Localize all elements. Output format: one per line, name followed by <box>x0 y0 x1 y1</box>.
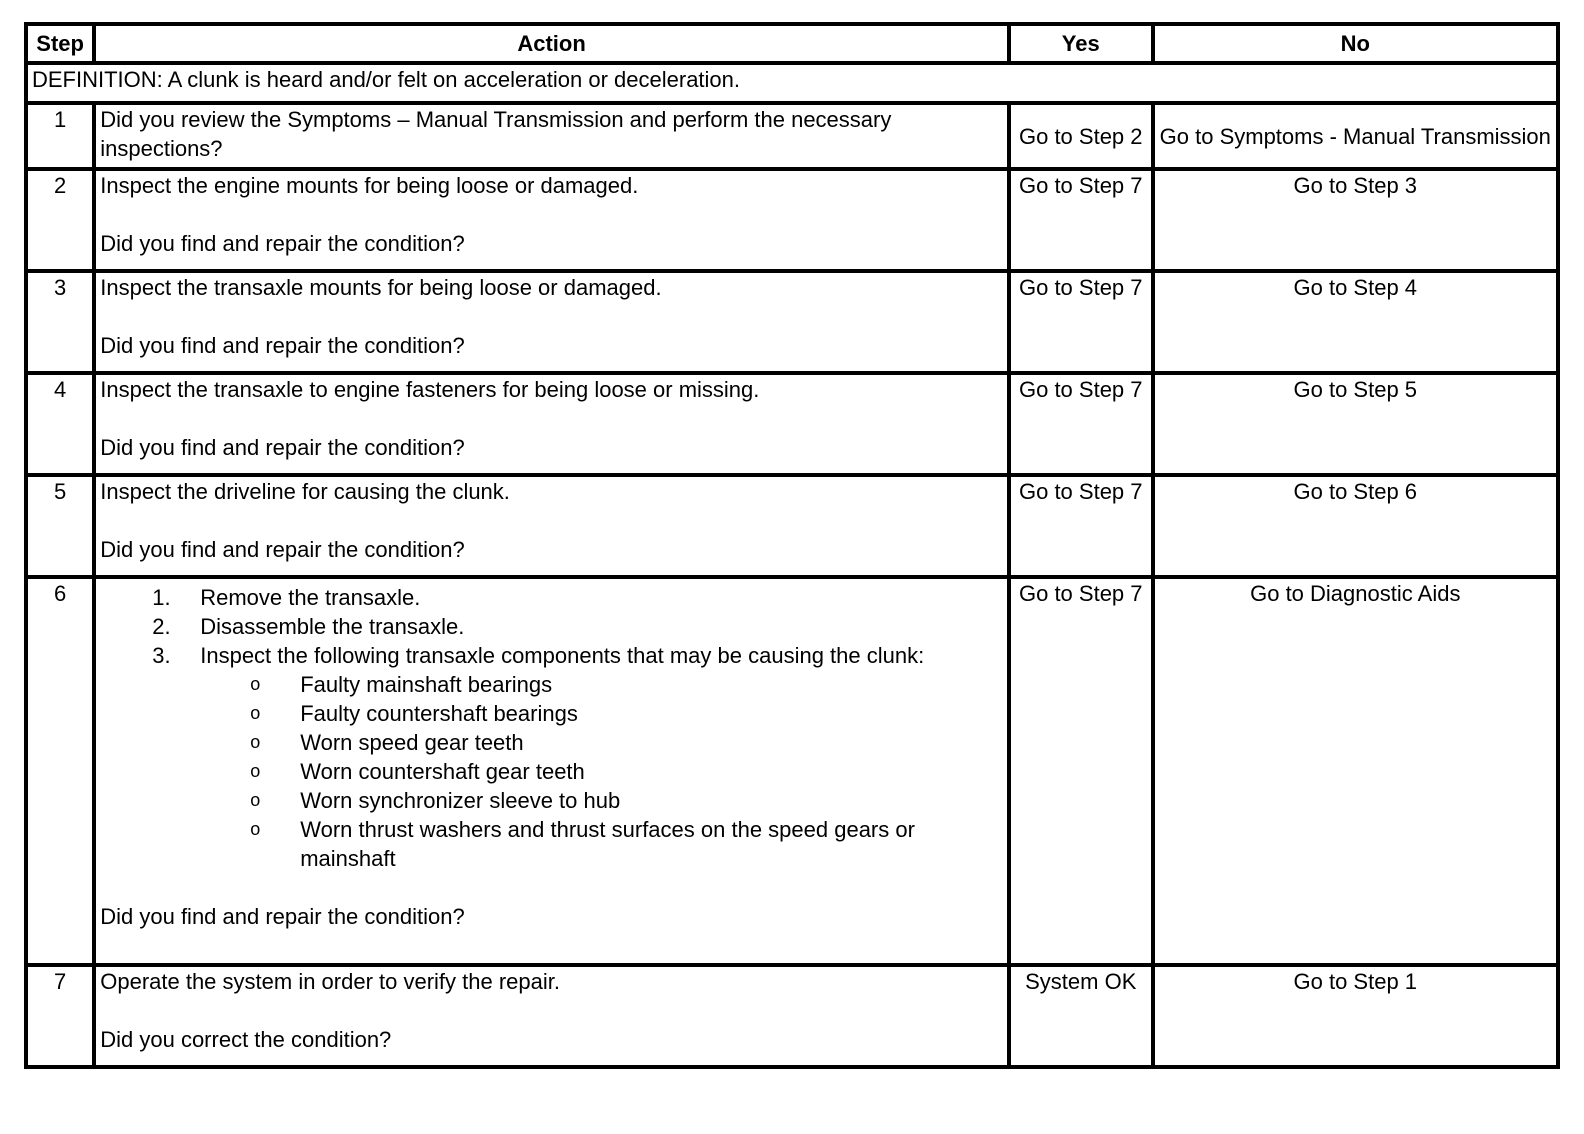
header-no: No <box>1153 24 1558 63</box>
table-row <box>26 169 1558 271</box>
no-cell: Go to Step 3 <box>1153 169 1558 271</box>
component-item <box>200 728 1003 757</box>
action-instruction: Inspect the driveline for causing the clunk. <box>100 479 510 504</box>
header-row <box>26 24 1558 63</box>
no-cell: Go to Step 5 <box>1153 373 1558 475</box>
procedure-step-number: 2. <box>152 614 171 639</box>
action-cell <box>94 271 1009 373</box>
header-step: Step <box>26 24 94 63</box>
table-row <box>26 103 1558 169</box>
action-text: Did you review the Symptoms – Manual Transmission and perform the necessary inspections? <box>94 103 1009 169</box>
step-number: 7 <box>26 965 94 1067</box>
step-number: 6 <box>26 577 94 965</box>
procedure-step-number: 1. <box>152 585 171 610</box>
step-number: 2 <box>26 169 94 271</box>
action-instruction: Inspect the transaxle to engine fasteners for being loose or missing. <box>100 377 760 402</box>
procedure-list <box>100 583 1003 873</box>
definition-text: DEFINITION: A clunk is heard and/or felt on acceleration or deceleration. <box>26 63 1558 103</box>
component-item <box>200 815 1003 873</box>
yes-cell: Go to Step 7 <box>1009 373 1153 475</box>
action-cell <box>94 373 1009 475</box>
component-item <box>200 699 1003 728</box>
action-cell <box>94 577 1009 965</box>
procedure-step-text: Disassemble the transaxle. <box>200 614 465 639</box>
component-text: Worn thrust washers and thrust surfaces on the speed gears or mainshaft <box>300 817 915 871</box>
component-text: Faulty countershaft bearings <box>300 701 578 726</box>
bullet-icon: o <box>250 732 261 752</box>
yes-cell: Go to Step 7 <box>1009 577 1153 965</box>
component-list <box>100 670 1003 873</box>
bullet-icon: o <box>250 761 261 781</box>
procedure-step-text: Remove the transaxle. <box>200 585 421 610</box>
component-item <box>200 757 1003 786</box>
step-number: 4 <box>26 373 94 475</box>
action-cell <box>94 475 1009 577</box>
diagnostic-table <box>24 22 1560 1069</box>
bullet-icon: o <box>250 819 261 839</box>
table-row <box>26 373 1558 475</box>
procedure-step <box>100 583 1003 612</box>
step-number: 1 <box>26 103 94 169</box>
table-row <box>26 271 1558 373</box>
component-text: Worn synchronizer sleeve to hub <box>300 788 621 813</box>
bullet-icon: o <box>250 674 261 694</box>
action-question: Did you find and repair the condition? <box>100 904 465 929</box>
component-text: Faulty mainshaft bearings <box>300 672 553 697</box>
no-cell: Go to Symptoms - Manual Transmission <box>1153 103 1558 169</box>
yes-cell: Go to Step 2 <box>1009 103 1153 169</box>
action-instruction: Inspect the engine mounts for being loose or damaged. <box>100 173 639 198</box>
component-item <box>200 786 1003 815</box>
yes-cell: Go to Step 7 <box>1009 271 1153 373</box>
definition-row <box>26 63 1558 103</box>
table-row <box>26 965 1558 1067</box>
component-text: Worn speed gear teeth <box>300 730 524 755</box>
action-instruction: Operate the system in order to verify the repair. <box>100 969 560 994</box>
procedure-step-text: Inspect the following transaxle components that may be causing the clunk: <box>200 643 925 668</box>
bullet-icon: o <box>250 790 261 810</box>
procedure-step <box>100 641 1003 873</box>
table-row <box>26 475 1558 577</box>
action-question: Did you find and repair the condition? <box>100 537 465 562</box>
no-cell: Go to Diagnostic Aids <box>1153 577 1558 965</box>
action-cell <box>94 169 1009 271</box>
action-question: Did you correct the condition? <box>100 1027 392 1052</box>
bullet-icon: o <box>250 703 261 723</box>
component-text: Worn countershaft gear teeth <box>300 759 585 784</box>
header-yes: Yes <box>1009 24 1153 63</box>
table-row <box>26 577 1558 965</box>
header-action: Action <box>94 24 1009 63</box>
yes-cell: Go to Step 7 <box>1009 475 1153 577</box>
no-cell: Go to Step 4 <box>1153 271 1558 373</box>
no-cell: Go to Step 6 <box>1153 475 1558 577</box>
no-cell: Go to Step 1 <box>1153 965 1558 1067</box>
step-number: 3 <box>26 271 94 373</box>
step-number: 5 <box>26 475 94 577</box>
component-item <box>200 670 1003 699</box>
procedure-step-number: 3. <box>152 643 171 668</box>
action-cell <box>94 965 1009 1067</box>
procedure-step <box>100 612 1003 641</box>
action-instruction: Inspect the transaxle mounts for being loose or damaged. <box>100 275 662 300</box>
action-question: Did you find and repair the condition? <box>100 333 465 358</box>
yes-cell: Go to Step 7 <box>1009 169 1153 271</box>
action-question: Did you find and repair the condition? <box>100 231 465 256</box>
action-question: Did you find and repair the condition? <box>100 435 465 460</box>
yes-cell: System OK <box>1009 965 1153 1067</box>
